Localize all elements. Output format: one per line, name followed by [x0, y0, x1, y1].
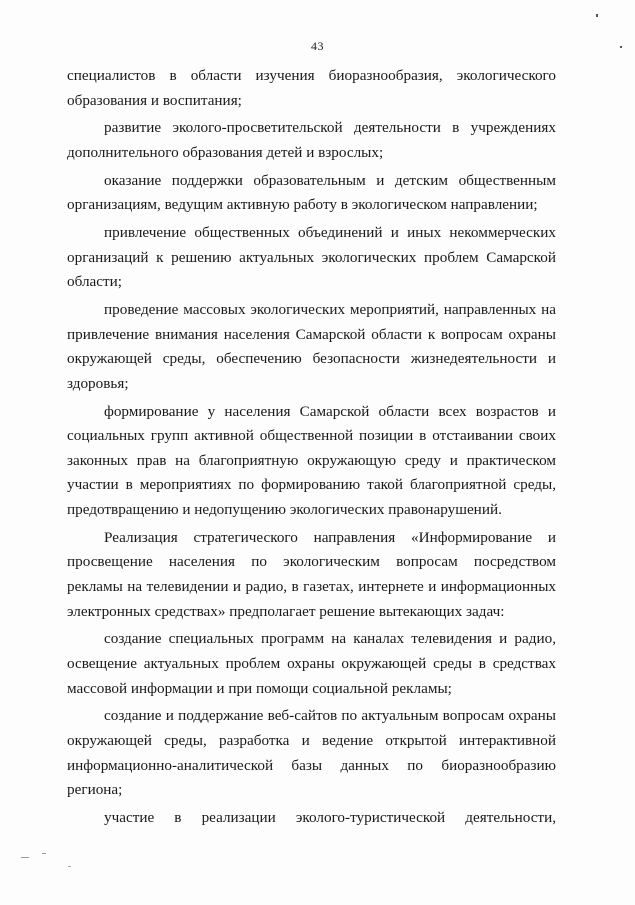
body-text: [67, 64, 556, 834]
text-line: создание специальных программ на каналах телевидения и радио,: [104, 630, 556, 648]
scan-speck: [68, 866, 71, 867]
paragraph: [67, 298, 556, 396]
paragraph: [67, 400, 556, 523]
text-line: участии в мероприятиях по формированию такой благоприятной среды,: [67, 476, 556, 494]
text-line: окружающей среды, разработка и ведение открытой интерактивной: [67, 731, 556, 749]
text-line: законных прав на благоприятную окружающую среду и практическом: [67, 451, 556, 469]
text-line: формирование у населения Самарской области всех возрастов и: [104, 402, 556, 420]
text-line: Реализация стратегического направления «Информирование и: [104, 528, 556, 546]
scan-speck: [620, 46, 622, 48]
paragraph: [67, 627, 556, 701]
text-line: специалистов в области изучения биоразнообразия, экологического: [67, 67, 556, 84]
paragraph: [67, 64, 556, 113]
text-line: окружающей среды, обеспечению безопасности жизнедеятельности и: [67, 350, 556, 368]
text-line: привлечение общественных объединений и иных некоммерческих: [104, 224, 556, 242]
text-line: образования и воспитания;: [67, 91, 242, 109]
text-line: просвещение населения по экологическим вопросам посредством: [67, 553, 556, 571]
text-line: развитие эколого-просветительской деятельности в учреждениях: [104, 119, 556, 137]
text-line: организаций к решению актуальных экологических проблем Самарской: [67, 248, 556, 266]
text-line: дополнительного образования детей и взрослых;: [67, 143, 384, 161]
paragraph: [67, 704, 556, 802]
scan-speck: [596, 14, 598, 17]
text-line: электронных средствах» предполагает решение вытекающих задач:: [67, 602, 505, 620]
text-line: региона;: [67, 781, 123, 799]
text-line: оказание поддержки образовательным и детским общественным: [104, 171, 556, 189]
text-line: области;: [67, 273, 122, 291]
paragraph: [67, 169, 556, 218]
text-line: создание и поддержание веб-сайтов по актуальным вопросам охраны: [104, 707, 556, 725]
paragraph: [67, 221, 556, 295]
paragraph: [67, 806, 556, 831]
page-number: 43: [311, 39, 324, 53]
text-line: информационно-аналитической базы данных по биоразнообразию: [67, 756, 556, 774]
text-line: социальных групп активной общественной позиции в отстаивании своих: [67, 427, 556, 445]
scan-speck: [42, 853, 46, 854]
text-line: освещение актуальных проблем охраны окружающей среды в средствах: [67, 654, 556, 672]
paragraph: [67, 116, 556, 165]
paragraph: [67, 526, 556, 624]
text-line: проведение массовых экологических мероприятий, направленных на: [104, 301, 556, 319]
text-line: рекламы на телевидении и радио, в газетах, интернете и информационных: [67, 578, 556, 595]
text-line: предотвращению и недопущению экологических правонарушений.: [67, 501, 502, 519]
text-line: массовой информации и при помощи социальной рекламы;: [67, 679, 452, 697]
text-line: привлечение внимания населения Самарской области к вопросам охраны: [67, 325, 556, 343]
text-line: участие в реализации эколого-туристической деятельности,: [104, 808, 556, 826]
scan-speck: [21, 857, 29, 858]
text-line: здоровья;: [67, 374, 129, 392]
text-line: организациям, ведущим активную работу в экологическом направлении;: [67, 196, 538, 214]
